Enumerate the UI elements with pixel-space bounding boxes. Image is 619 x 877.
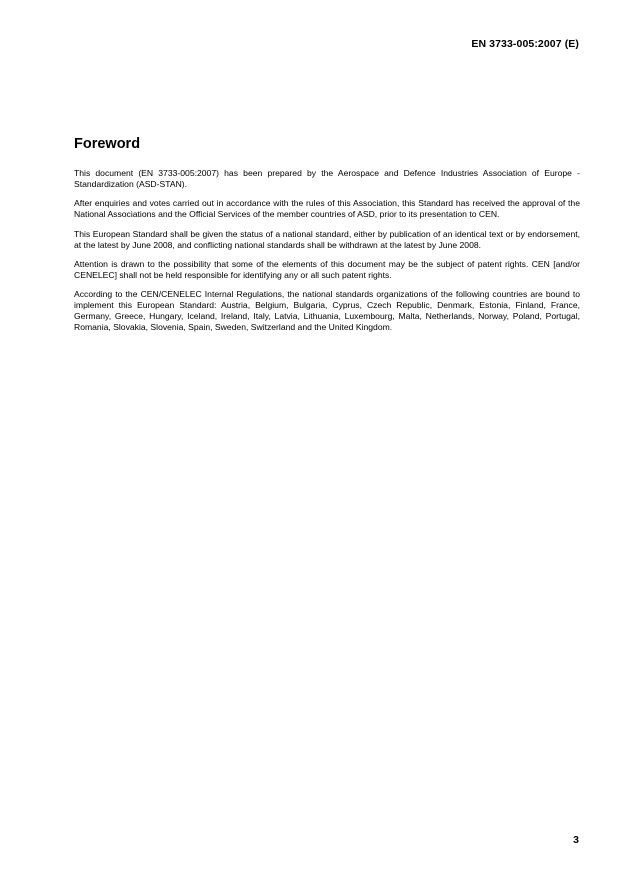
paragraph-approval: After enquiries and votes carried out in accordance with the rules of this Association, this Standard has received the approval of the National Associations and the Official Services of the member countries of ASD, prior to its presentation to CEN. [74,198,580,220]
foreword-body [74,168,580,341]
paragraph-patent-rights: Attention is drawn to the possibility that some of the elements of this document may be the subject of patent rights. CEN [and/or CENELEC] shall not be held responsible for identifying any or all such patent rights. [74,258,580,280]
document-id-header: EN 3733-005:2007 (E) [471,38,579,50]
paragraph-implementing-countries: According to the CEN/CENELEC Internal Regulations, the national standards organizations of the following countries are bound to implement this European Standard: Austria, Belgium, Bulgaria, Cyprus, Czech Republic, Denmark, Estonia, Finland, France, Germany, Greece, Hungary, Iceland, Ireland, Italy, Latvia, Lithuania, Luxembourg, Malta, Netherlands, Norway, Poland, Portugal, Romania, Slovakia, Slovenia, Spain, Sweden, Switzerland and the United Kingdom. [74,289,580,332]
page-number: 3 [573,834,579,846]
section-title: Foreword [74,136,141,152]
paragraph-preparation: This document (EN 3733-005:2007) has been prepared by the Aerospace and Defence Industries Association of Europe - Standardization (ASD-STAN). [74,168,580,189]
paragraph-national-status: This European Standard shall be given the status of a national standard, either by publication of an identical text or by endorsement, at the latest by June 2008, and conflicting national standards shall be withdrawn at the latest by June 2008. [74,228,580,250]
